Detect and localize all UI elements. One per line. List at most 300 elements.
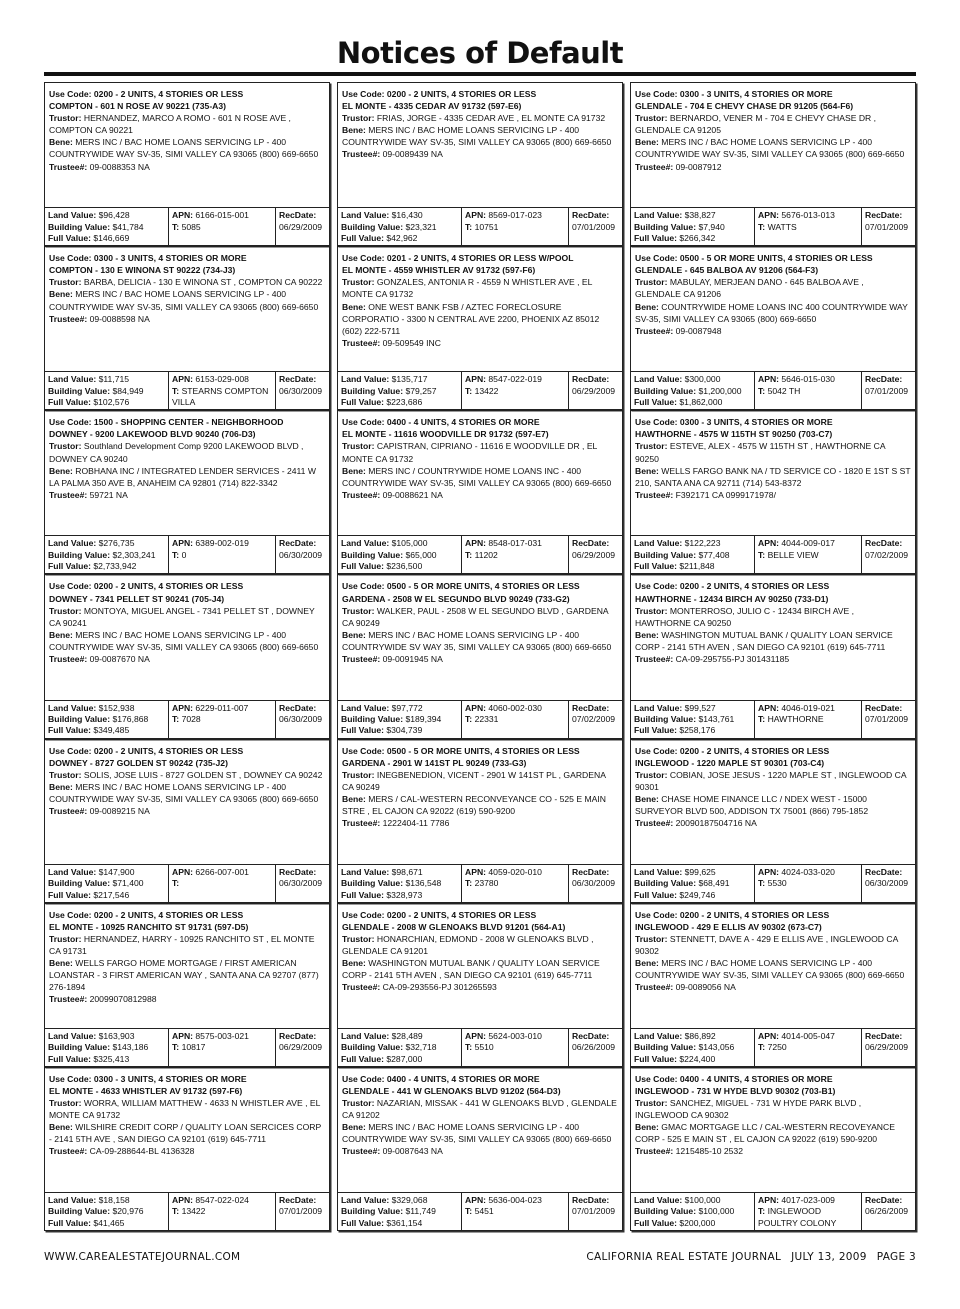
use-code: Use Code: 0200 - 2 UNITS, 4 STORIES OR LESS	[635, 909, 830, 920]
bene-label: Bene:	[635, 958, 659, 969]
land-label: Land Value:	[634, 866, 683, 877]
recdate-label: RecDate:	[865, 702, 903, 713]
land-value: $99,625	[684, 866, 716, 877]
use-code: Use Code: 0500 - 5 OR MORE UNITS, 4 STORIES OR LESS	[635, 253, 873, 264]
apn-value: 6229-011-007	[195, 702, 249, 713]
bene-value: MERS INC / BAC HOME LOANS SERVICING LP - 400 COUNTRYWIDE SV WAY 35, SIMI VALLEY CA 93065 (800) 669-6650	[342, 629, 612, 652]
value-table	[45, 1028, 329, 1066]
bene-value: MERS INC / COUNTRYWIDE HOME LOANS INC - 400 COUNTRYWIDE WAY SV-35, SIMI VALLEY CA 93065 (800) 669-6650	[342, 465, 612, 488]
trustee-value: 09-0088621 NA	[382, 489, 443, 500]
trustee-line	[635, 161, 911, 173]
full-value: $2,733,942	[93, 561, 137, 572]
full-value: $217,546	[93, 889, 130, 900]
footer-website: WWW.CAREALESTATEJOURNAL.COM	[44, 1251, 241, 1263]
apn-value: 4044-009-017	[781, 538, 835, 549]
trustee-label: Trustee#:	[342, 818, 381, 829]
notice-body	[338, 904, 622, 1028]
t-label: T:	[758, 878, 766, 889]
trustor-value: HERNANDEZ, MARCO A ROMO - 601 N ROSE AVE , COMPTON CA 90221	[49, 113, 291, 136]
notice-body	[338, 740, 622, 864]
apn-label: APN:	[758, 210, 780, 221]
full-value: $42,962	[386, 232, 418, 243]
full-label: Full Value:	[48, 232, 91, 243]
building-value: $7,940	[698, 221, 725, 232]
recdate-cell	[568, 1029, 622, 1066]
trustee-label: Trustee#:	[635, 161, 674, 172]
trustor-line	[49, 1097, 325, 1121]
trustee-line	[635, 653, 911, 665]
t-label: T:	[465, 1206, 473, 1217]
notice-card	[630, 82, 916, 246]
bene-value: MERS INC / BAC HOME LOANS SERVICING LP - 400 COUNTRYWIDE WAY SV-35, SIMI VALLEY CA 93065 (800) 669-6650	[49, 629, 319, 652]
value-cell	[45, 701, 168, 738]
trustee-value: 59721 NA	[89, 489, 128, 500]
bene-line	[49, 957, 325, 993]
notice-body	[631, 575, 915, 699]
recdate-cell	[861, 208, 915, 245]
apn-cell	[754, 1193, 861, 1230]
land-label: Land Value:	[48, 702, 97, 713]
trustee-label: Trustee#:	[635, 818, 674, 829]
bene-label: Bene:	[342, 793, 366, 804]
trustor-label: Trustor:	[635, 605, 668, 616]
bene-value: MERS INC / BAC HOME LOANS SERVICING LP - 400 COUNTRYWIDE WAY SV-35, SIMI VALLEY CA 93065 (800) 669-6650	[635, 137, 905, 160]
building-label: Building Value:	[341, 385, 404, 396]
apn-cell	[168, 1029, 275, 1066]
notice-body	[45, 740, 329, 864]
value-table	[631, 700, 915, 738]
trustor-label: Trustor:	[635, 441, 668, 452]
trustor-value: MABULAY, MERJEAN DANO - 645 BALBOA AVE , GLENDALE CA 91206	[635, 277, 864, 300]
apn-value: 8547-022-019	[488, 374, 542, 385]
full-value: $349,485	[93, 725, 130, 736]
t-value: 7250	[767, 1042, 787, 1053]
bene-line	[49, 1121, 325, 1145]
apn-label: APN:	[172, 702, 194, 713]
full-label: Full Value:	[341, 889, 384, 900]
apn-cell	[461, 865, 568, 902]
recdate-value: 06/29/2009	[572, 549, 616, 560]
trustor-value: BARBA, DELICIA - 130 E WINONA ST , COMPTON CA 90222	[83, 277, 323, 288]
apn-value: 8569-017-023	[488, 210, 542, 221]
building-label: Building Value:	[634, 1042, 697, 1053]
recdate-value: 06/29/2009	[572, 385, 616, 396]
apn-value: 8547-022-024	[195, 1194, 249, 1205]
t-label: T:	[172, 878, 180, 889]
apn-label: APN:	[465, 1194, 487, 1205]
notice-body	[338, 1068, 622, 1192]
land-value: $98,671	[391, 866, 423, 877]
use-code: Use Code: 0200 - 2 UNITS, 4 STORIES OR LESS	[342, 89, 537, 99]
t-value: HAWTHORNE	[767, 713, 824, 724]
t-value: 5530	[767, 878, 787, 889]
recdate-label: RecDate:	[279, 374, 317, 385]
property-address: GARDENA - 2901 W 141ST PL 90249 (733-G3)	[342, 757, 527, 768]
bene-label: Bene:	[49, 958, 73, 969]
full-label: Full Value:	[634, 889, 677, 900]
trustee-line	[342, 817, 618, 829]
recdate-cell	[861, 701, 915, 738]
land-value: $99,527	[684, 702, 716, 713]
bene-label: Bene:	[635, 465, 659, 476]
notice-body	[338, 247, 622, 371]
trustee-value: 09-0088598 NA	[89, 313, 150, 324]
land-label: Land Value:	[48, 1030, 97, 1041]
value-table	[45, 1192, 329, 1230]
t-value: 22331	[474, 713, 499, 724]
t-label: T:	[172, 385, 180, 396]
t-label: T:	[758, 1206, 766, 1217]
trustor-value: BERNARDO, VENER M - 704 E CHEVY CHASE DR , GLENDALE CA 91205	[635, 113, 877, 136]
t-value: 5510	[474, 1042, 494, 1053]
notice-card	[44, 903, 330, 1067]
trustor-line	[342, 276, 618, 300]
property-address: GLENDALE - 704 E CHEVY CHASE DR 91205 (564-F6)	[635, 101, 854, 112]
trustee-line	[49, 489, 325, 501]
bene-label: Bene:	[342, 465, 366, 476]
value-cell	[45, 1193, 168, 1230]
apn-value: 5676-013-013	[781, 210, 835, 221]
recdate-cell	[275, 1193, 329, 1230]
bene-value: CHASE HOME FINANCE LLC / NDEX WEST - 15000 SURVEYOR BLVD 500, ADDISON TX 75001 (866) 795-1852	[635, 793, 869, 817]
footer-info	[576, 1251, 916, 1263]
property-address: EL MONTE - 11616 WOODVILLE DR 91732 (597-E7)	[342, 429, 549, 440]
recdate-label: RecDate:	[572, 538, 610, 549]
trustor-value: WORRA, WILLIAM MATTHEW - 4633 N WHISTLER AVE , EL MONTE CA 91732	[49, 1098, 321, 1121]
recdate-cell	[275, 372, 329, 409]
value-table	[631, 1192, 915, 1230]
trustor-line	[342, 112, 618, 124]
trustor-line	[635, 1097, 911, 1121]
full-value: $361,154	[386, 1217, 423, 1228]
full-label: Full Value:	[634, 1217, 677, 1228]
trustee-value: 09-0087670 NA	[89, 653, 150, 664]
value-table	[631, 1028, 915, 1066]
building-value: $77,408	[698, 549, 730, 560]
building-label: Building Value:	[341, 878, 404, 889]
notice-body	[631, 740, 915, 864]
recdate-cell	[568, 865, 622, 902]
apn-value: 6166-015-001	[195, 210, 249, 221]
building-label: Building Value:	[341, 1206, 404, 1217]
bene-label: Bene:	[49, 465, 73, 476]
trustee-value: 09-0089215 NA	[89, 806, 150, 817]
use-code: Use Code: 0500 - 5 OR MORE UNITS, 4 STORIES OR LESS	[342, 745, 580, 756]
property-address: INGLEWOOD - 1220 MAPLE ST 90301 (703-C4)	[635, 757, 825, 768]
apn-value: 4046-019-021	[781, 702, 835, 713]
recdate-label: RecDate:	[572, 866, 610, 877]
land-label: Land Value:	[634, 1030, 683, 1041]
value-cell	[631, 701, 754, 738]
land-value: $11,715	[98, 374, 130, 385]
trustee-value: 20099070812988	[89, 994, 157, 1005]
t-label: T:	[172, 1042, 180, 1053]
trustor-value: FRIAS, JORGE - 4335 CEDAR AVE , EL MONTE CA 91732	[376, 113, 606, 124]
bene-line	[342, 301, 618, 337]
recdate-value: 07/01/2009	[865, 713, 909, 724]
use-code: Use Code: 1500 - SHOPPING CENTER - NEIGHBORHOOD	[49, 417, 284, 428]
recdate-value: 07/01/2009	[572, 1206, 616, 1217]
trustor-label: Trustor:	[49, 769, 82, 780]
building-value: $100,000	[698, 1206, 735, 1217]
trustor-label: Trustor:	[635, 1098, 668, 1109]
bene-value: WELLS FARGO HOME MORTGAGE / FIRST AMERICAN LOANSTAR - 3 FIRST AMERICAN WAY , SANTA ANA CA 92707 (877) 276-1894	[49, 958, 319, 993]
bene-line	[635, 793, 911, 817]
full-label: Full Value:	[634, 561, 677, 572]
trustee-label: Trustee#:	[635, 1146, 674, 1157]
trustee-label: Trustee#:	[49, 489, 88, 500]
recdate-cell	[568, 701, 622, 738]
bene-label: Bene:	[342, 629, 366, 640]
bene-value: MERS INC / BAC HOME LOANS SERVICING LP - 400 COUNTRYWIDE WAY SV-35, SIMI VALLEY CA 93065 (800) 669-6650	[49, 781, 319, 804]
recdate-cell	[568, 536, 622, 573]
notice-card	[337, 903, 623, 1067]
notice-body	[45, 411, 329, 535]
value-table	[338, 1028, 622, 1066]
full-label: Full Value:	[634, 397, 677, 408]
trustee-value: 09-0087643 NA	[382, 1146, 443, 1157]
recdate-cell	[275, 701, 329, 738]
bene-line	[635, 629, 911, 653]
bene-label: Bene:	[342, 958, 366, 969]
recdate-label: RecDate:	[865, 374, 903, 385]
land-value: $147,900	[98, 866, 135, 877]
value-table	[631, 371, 915, 409]
bene-label: Bene:	[342, 1122, 366, 1133]
building-value: $71,400	[112, 878, 144, 889]
trustor-value: MONTOYA, MIGUEL ANGEL - 7341 PELLET ST , DOWNEY CA 90241	[49, 605, 315, 628]
bene-label: Bene:	[49, 1122, 73, 1133]
building-value: $32,718	[405, 1042, 437, 1053]
recdate-value: 07/01/2009	[865, 221, 909, 232]
apn-label: APN:	[465, 702, 487, 713]
value-cell	[45, 208, 168, 245]
full-value: $223,686	[386, 397, 423, 408]
footer-date: JULY 13, 2009	[791, 1251, 867, 1263]
trustee-line	[49, 161, 325, 173]
trustor-label: Trustor:	[49, 277, 82, 288]
recdate-value: 06/29/2009	[279, 1042, 323, 1053]
building-label: Building Value:	[634, 221, 697, 232]
apn-label: APN:	[758, 374, 780, 385]
bene-label: Bene:	[635, 629, 659, 640]
trustor-label: Trustor:	[342, 605, 375, 616]
t-value: 5085	[181, 221, 201, 232]
property-address: DOWNEY - 7341 PELLET ST 90241 (705-J4)	[49, 593, 225, 604]
bene-label: Bene:	[635, 301, 659, 312]
property-address: GLENDALE - 441 W GLENOAKS BLVD 91202 (564-D3)	[342, 1085, 561, 1096]
bene-label: Bene:	[342, 125, 366, 136]
t-label: T:	[172, 713, 180, 724]
value-cell	[45, 865, 168, 902]
trustee-label: Trustee#:	[49, 806, 88, 817]
bene-label: Bene:	[635, 793, 659, 804]
bene-line	[49, 288, 325, 312]
apn-label: APN:	[172, 538, 194, 549]
building-label: Building Value:	[48, 1042, 111, 1053]
trustee-line	[342, 489, 618, 501]
trustor-label: Trustor:	[342, 277, 375, 288]
recdate-label: RecDate:	[865, 1030, 903, 1041]
notice-card	[630, 739, 916, 903]
trustee-line	[342, 981, 618, 993]
notice-body	[45, 247, 329, 371]
apn-label: APN:	[758, 1030, 780, 1041]
recdate-value: 06/29/2009	[865, 1042, 909, 1053]
bene-line	[342, 1121, 618, 1145]
trustee-value: 20090187504716 NA	[675, 818, 757, 829]
building-value: $65,000	[405, 549, 437, 560]
notice-card	[630, 246, 916, 410]
full-label: Full Value:	[341, 1053, 384, 1064]
trustor-value: WALKER, PAUL - 2508 W EL SEGUNDO BLVD , GARDENA CA 90249	[342, 605, 609, 628]
trustee-line	[635, 325, 911, 337]
t-value: 5451	[474, 1206, 494, 1217]
t-value: 7028	[181, 713, 201, 724]
land-label: Land Value:	[341, 374, 390, 385]
trustee-label: Trustee#:	[342, 149, 381, 160]
building-value: $20,976	[112, 1206, 144, 1217]
footer-page: PAGE 3	[876, 1251, 916, 1263]
trustee-label: Trustee#:	[635, 982, 674, 993]
value-cell	[631, 1029, 754, 1066]
trustor-label: Trustor:	[342, 1098, 375, 1109]
full-label: Full Value:	[48, 397, 91, 408]
building-value: $143,186	[112, 1042, 149, 1053]
bene-value: MERS INC / BAC HOME LOANS SERVICING LP - 400 COUNTRYWIDE WAY SV-35, SIMI VALLEY CA 93065 (800) 669-6650	[342, 125, 612, 148]
property-address: DOWNEY - 8727 GOLDEN ST 90242 (735-J2)	[49, 757, 228, 768]
recdate-label: RecDate:	[572, 702, 610, 713]
trustor-line	[342, 1097, 618, 1121]
trustor-line	[635, 933, 911, 957]
trustee-line	[49, 993, 325, 1005]
trustee-label: Trustee#:	[635, 489, 674, 500]
land-value: $18,158	[98, 1194, 130, 1205]
value-cell	[631, 372, 754, 409]
trustor-label: Trustor:	[342, 933, 375, 944]
trustee-value: 09-0087948	[675, 325, 722, 336]
building-label: Building Value:	[48, 1206, 111, 1217]
property-address: EL MONTE - 4335 CEDAR AV 91732 (597-E6)	[342, 101, 522, 112]
trustee-line	[342, 337, 618, 349]
property-address: COMPTON - 601 N ROSE AV 90221 (735-A3)	[49, 101, 227, 112]
trustor-line	[49, 276, 325, 288]
value-table	[631, 207, 915, 245]
full-value: $328,973	[386, 889, 423, 900]
full-value: $224,400	[679, 1053, 716, 1064]
recdate-cell	[568, 1193, 622, 1230]
recdate-value: 07/02/2009	[572, 713, 616, 724]
recdate-value: 07/01/2009	[572, 221, 616, 232]
full-value: $258,176	[679, 725, 716, 736]
trustee-value: CA-09-295755-PJ 301431185	[675, 653, 790, 664]
value-cell	[338, 536, 461, 573]
bene-label: Bene:	[49, 629, 73, 640]
use-code: Use Code: 0200 - 2 UNITS, 4 STORIES OR LESS	[49, 909, 244, 920]
apn-cell	[461, 1029, 568, 1066]
apn-label: APN:	[465, 866, 487, 877]
trustee-value: 09-0089056 NA	[675, 982, 736, 993]
recdate-label: RecDate:	[279, 702, 317, 713]
trustee-label: Trustee#:	[635, 653, 674, 664]
building-label: Building Value:	[48, 221, 111, 232]
bene-line	[635, 136, 911, 160]
building-value: $79,257	[405, 385, 437, 396]
land-label: Land Value:	[48, 1194, 97, 1205]
apn-cell	[168, 536, 275, 573]
apn-cell	[754, 1029, 861, 1066]
bene-label: Bene:	[49, 781, 73, 792]
t-value: 13422	[181, 1206, 206, 1217]
footer-publication: CALIFORNIA REAL ESTATE JOURNAL	[586, 1251, 782, 1263]
recdate-cell	[861, 1193, 915, 1230]
notice-card	[630, 1067, 916, 1231]
trustee-line	[342, 1145, 618, 1157]
apn-label: APN:	[172, 1194, 194, 1205]
full-label: Full Value:	[48, 889, 91, 900]
t-value: 10817	[181, 1042, 206, 1053]
trustee-value: 09-0089439 NA	[382, 149, 443, 160]
trustee-line	[635, 981, 911, 993]
apn-cell	[754, 865, 861, 902]
building-label: Building Value:	[341, 713, 404, 724]
trustee-label: Trustee#:	[49, 313, 88, 324]
t-label: T:	[172, 1206, 180, 1217]
land-label: Land Value:	[48, 210, 97, 221]
land-value: $276,735	[98, 538, 135, 549]
trustee-value: CA-09-293556-PJ 301265593	[382, 982, 497, 993]
apn-cell	[754, 372, 861, 409]
property-address: HAWTHORNE - 4575 W 115TH ST 90250 (703-C7)	[635, 429, 833, 440]
property-address: INGLEWOOD - 731 W HYDE BLVD 90302 (703-B1)	[635, 1085, 836, 1096]
bene-label: Bene:	[49, 289, 73, 300]
trustor-value: Southland Development Comp 9200 LAKEWOOD BLVD , DOWNEY CA 90240	[49, 441, 304, 464]
recdate-cell	[861, 1029, 915, 1066]
full-label: Full Value:	[634, 232, 677, 243]
recdate-label: RecDate:	[279, 210, 317, 221]
use-code: Use Code: 0200 - 2 UNITS, 4 STORIES OR LESS	[635, 745, 830, 756]
trustor-label: Trustor:	[49, 113, 82, 124]
property-address: HAWTHORNE - 12434 BIRCH AV 90250 (733-D1)	[635, 593, 829, 604]
trustee-line	[49, 805, 325, 817]
value-table	[45, 864, 329, 902]
trustor-line	[342, 769, 618, 793]
notices-grid	[44, 82, 916, 1231]
bene-line	[49, 629, 325, 653]
value-table	[338, 207, 622, 245]
full-label: Full Value:	[48, 725, 91, 736]
recdate-cell	[275, 865, 329, 902]
apn-cell	[461, 208, 568, 245]
trustee-value: 09-0088353 NA	[89, 161, 150, 172]
value-table	[338, 371, 622, 409]
trustee-value: 09-509549 INC	[382, 337, 441, 348]
trustor-value: SANCHEZ, MIGUEL - 731 W HYDE PARK BLVD , INGLEWOOD CA 90302	[635, 1098, 862, 1121]
land-label: Land Value:	[634, 374, 683, 385]
land-label: Land Value:	[341, 210, 390, 221]
notice-card	[337, 410, 623, 574]
trustor-value: COBIAN, JOSE JESUS - 1220 MAPLE ST , INGLEWOOD CA 90301	[635, 769, 907, 792]
apn-value: 4024-033-020	[781, 866, 835, 877]
land-label: Land Value:	[48, 374, 97, 385]
property-address: EL MONTE - 10925 RANCHITO ST 91731 (597-D5)	[49, 921, 249, 932]
bene-line	[342, 957, 618, 981]
apn-cell	[461, 701, 568, 738]
apn-cell	[168, 372, 275, 409]
apn-label: APN:	[465, 374, 487, 385]
bene-label: Bene:	[635, 1122, 659, 1133]
value-cell	[338, 865, 461, 902]
